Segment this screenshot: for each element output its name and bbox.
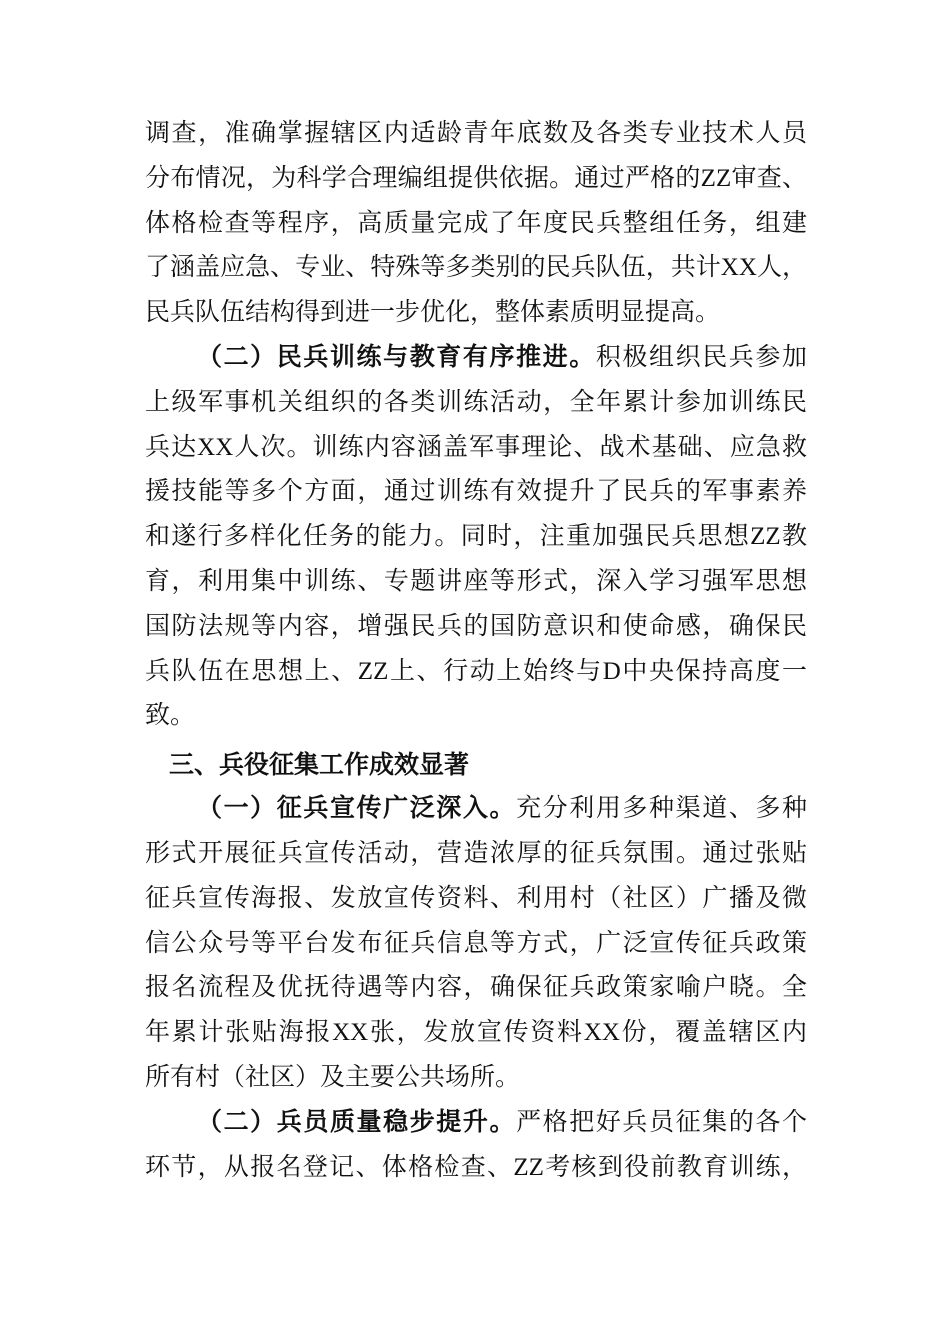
text-line: 致。	[145, 702, 196, 730]
paragraph-recruitment-publicity	[145, 787, 807, 1101]
text-line: 年累计张贴海报XX张，发放宣传资料XX份，覆盖辖区内	[145, 1019, 807, 1047]
text-line: 调查，准确掌握辖区内适龄青年底数及各类专业技术人员	[145, 120, 807, 147]
text-span: 充分利用多种渠道、多种	[516, 795, 807, 823]
paragraph-militia-training	[145, 336, 807, 739]
paragraph-lead: （二）民兵训练与教育有序推进。	[197, 343, 596, 371]
text-line: 体格检查等程序，高质量完成了年度民兵整组任务，组建	[145, 209, 807, 237]
text-line: 所有村（社区）及主要公共场所。	[145, 1063, 521, 1091]
paragraph-lead: （一）征兵宣传广泛深入。	[197, 795, 517, 823]
section-heading: 三、兵役征集工作成效显著	[169, 751, 470, 780]
paragraph-recruit-quality	[145, 1101, 807, 1191]
text-line: 信公众号等平台发布征兵信息等方式，广泛宣传征兵政策	[145, 929, 807, 957]
text-line: 上级军事机关组织的各类训练活动，全年累计参加训练民	[145, 388, 807, 416]
text-line: 民兵队伍结构得到进一步优化，整体素质明显提高。	[145, 299, 721, 327]
paragraph-militia-reorganization	[145, 112, 807, 336]
text-line: 形式开展征兵宣传活动，营造浓厚的征兵氛围。通过张贴	[145, 839, 807, 867]
text-line	[145, 787, 807, 832]
text-line: 了涵盖应急、专业、特殊等多类别的民兵队伍，共计XX人，	[145, 254, 807, 282]
text-line: 环节，从报名登记、体格检查、ZZ考核到役前教育训练，	[145, 1153, 807, 1181]
text-line: 援技能等多个方面，通过训练有效提升了民兵的军事素养	[145, 478, 807, 506]
text-line	[145, 336, 807, 381]
text-line	[145, 1101, 807, 1146]
document-page	[145, 112, 807, 1190]
text-line: 报名流程及优抚待遇等内容，确保征兵政策家喻户晓。全	[145, 974, 807, 1002]
text-line: 和遂行多样化任务的能力。同时，注重加强民兵思想ZZ教	[145, 523, 807, 551]
text-line: 国防法规等内容，增强民兵的国防意识和使命感，确保民	[145, 612, 807, 640]
text-span: 积极组织民兵参加	[595, 343, 807, 371]
text-line: 兵达XX人次。训练内容涵盖军事理论、战术基础、应急救	[145, 433, 807, 461]
paragraph-lead: （二）兵员质量稳步提升。	[197, 1108, 517, 1136]
text-line: 育，利用集中训练、专题讲座等形式，深入学习强军思想	[145, 567, 807, 595]
text-line: 兵队伍在思想上、ZZ上、行动上始终与D中央保持高度一	[145, 657, 807, 685]
text-line: 分布情况，为科学合理编组提供依据。通过严格的ZZ审查、	[145, 164, 807, 192]
text-span: 严格把好兵员征集的各个	[516, 1108, 807, 1136]
text-line: 征兵宣传海报、发放宣传资料、利用村（社区）广播及微	[145, 884, 807, 912]
